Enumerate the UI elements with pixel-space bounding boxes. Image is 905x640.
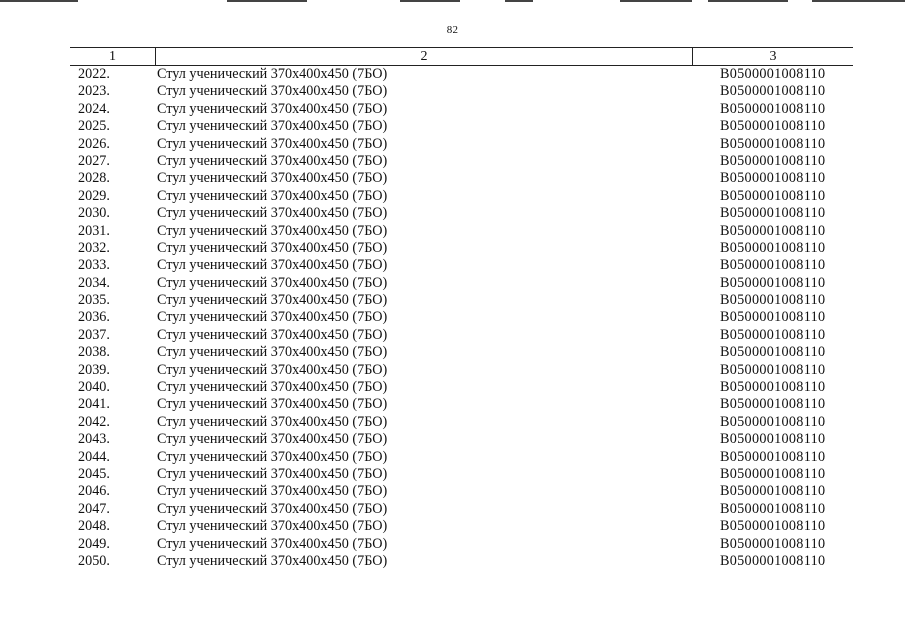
row-number: 2039. <box>78 361 110 378</box>
item-name: Стул ученический 370х400х450 (7БО) <box>157 100 388 117</box>
item-code: B0500001008110 <box>720 66 826 82</box>
item-name: Стул ученический 370х400х450 (7БО) <box>157 465 388 482</box>
table-row <box>0 118 905 135</box>
row-number: 2032. <box>78 239 110 256</box>
item-code: B0500001008110 <box>720 465 826 482</box>
table-row <box>0 327 905 344</box>
item-code: B0500001008110 <box>720 152 826 169</box>
item-code: B0500001008110 <box>720 187 826 204</box>
item-name: Стул ученический 370х400х450 (7БО) <box>157 257 388 274</box>
row-number: 2044. <box>78 448 110 465</box>
row-number: 2038. <box>78 344 110 361</box>
scan-mark <box>812 0 905 2</box>
table-row <box>0 483 905 500</box>
item-name: Стул ученический 370х400х450 (7БО) <box>157 500 388 517</box>
item-name: Стул ученический 370х400х450 (7БО) <box>157 344 388 361</box>
table-row <box>0 466 905 483</box>
item-code: B0500001008110 <box>720 239 826 256</box>
item-code: B0500001008110 <box>720 292 826 309</box>
table-row <box>0 136 905 153</box>
item-name: Стул ученический 370х400х450 (7БО) <box>157 552 388 569</box>
item-name: Стул ученический 370х400х450 (7БО) <box>157 326 388 343</box>
item-code: B0500001008110 <box>720 379 826 396</box>
row-number: 2028. <box>78 170 110 187</box>
item-name: Стул ученический 370х400х450 (7БО) <box>157 431 388 448</box>
item-code: B0500001008110 <box>720 535 826 552</box>
row-number: 2027. <box>78 152 110 169</box>
item-code: B0500001008110 <box>720 309 826 326</box>
table-row <box>0 153 905 170</box>
item-name: Стул ученический 370х400х450 (7БО) <box>157 170 388 187</box>
item-name: Стул ученический 370х400х450 (7БО) <box>157 187 388 204</box>
table-row <box>0 257 905 274</box>
item-code: B0500001008110 <box>720 552 826 569</box>
row-number: 2048. <box>78 518 110 535</box>
item-code: B0500001008110 <box>720 344 826 361</box>
row-number: 2034. <box>78 274 110 291</box>
item-name: Стул ученический 370х400х450 (7БО) <box>157 535 388 552</box>
item-code: B0500001008110 <box>720 118 826 135</box>
item-code: B0500001008110 <box>720 500 826 517</box>
row-number: 2029. <box>78 187 110 204</box>
table-row <box>0 240 905 257</box>
item-code: B0500001008110 <box>720 135 826 152</box>
row-number: 2031. <box>78 222 110 239</box>
table-row <box>0 66 905 83</box>
table-row <box>0 83 905 100</box>
table-row <box>0 362 905 379</box>
item-code: B0500001008110 <box>720 431 826 448</box>
row-number: 2040. <box>78 379 110 396</box>
item-code: B0500001008110 <box>720 518 826 535</box>
table-row <box>0 344 905 361</box>
column-header-2: 2 <box>420 49 428 64</box>
item-code: B0500001008110 <box>720 274 826 291</box>
item-name: Стул ученический 370х400х450 (7БО) <box>157 239 388 256</box>
row-number: 2026. <box>78 135 110 152</box>
item-name: Стул ученический 370х400х450 (7БО) <box>157 518 388 535</box>
table-header <box>70 47 853 66</box>
row-number: 2022. <box>78 66 110 82</box>
item-name: Стул ученический 370х400х450 (7БО) <box>157 83 388 100</box>
item-name: Стул ученический 370х400х450 (7БО) <box>157 448 388 465</box>
scan-mark <box>708 0 788 2</box>
item-code: B0500001008110 <box>720 361 826 378</box>
table-row <box>0 536 905 553</box>
row-number: 2050. <box>78 552 110 569</box>
item-name: Стул ученический 370х400х450 (7БО) <box>157 135 388 152</box>
item-code: B0500001008110 <box>720 413 826 430</box>
table-row <box>0 449 905 466</box>
row-number: 2045. <box>78 465 110 482</box>
table-row <box>0 414 905 431</box>
table-row <box>0 275 905 292</box>
table-row <box>0 309 905 326</box>
scan-mark <box>0 0 78 2</box>
item-code: B0500001008110 <box>720 326 826 343</box>
item-code: B0500001008110 <box>720 205 826 222</box>
row-number: 2047. <box>78 500 110 517</box>
item-name: Стул ученический 370х400х450 (7БО) <box>157 66 388 82</box>
table-row <box>0 396 905 413</box>
item-name: Стул ученический 370х400х450 (7БО) <box>157 222 388 239</box>
item-code: B0500001008110 <box>720 396 826 413</box>
table-row <box>0 518 905 535</box>
item-code: B0500001008110 <box>720 448 826 465</box>
column-header-1: 1 <box>109 49 116 64</box>
item-code: B0500001008110 <box>720 83 826 100</box>
item-name: Стул ученический 370х400х450 (7БО) <box>157 309 388 326</box>
item-code: B0500001008110 <box>720 170 826 187</box>
row-number: 2025. <box>78 118 110 135</box>
table-row <box>0 501 905 518</box>
page-number: 82 <box>446 24 459 36</box>
row-number: 2030. <box>78 205 110 222</box>
row-number: 2023. <box>78 83 110 100</box>
table-row <box>0 553 905 570</box>
item-name: Стул ученический 370х400х450 (7БО) <box>157 361 388 378</box>
table-row <box>0 170 905 187</box>
item-code: B0500001008110 <box>720 222 826 239</box>
item-name: Стул ученический 370х400х450 (7БО) <box>157 118 388 135</box>
scan-mark <box>505 0 533 2</box>
row-number: 2033. <box>78 257 110 274</box>
row-number: 2036. <box>78 309 110 326</box>
item-name: Стул ученический 370х400х450 (7БО) <box>157 413 388 430</box>
row-number: 2042. <box>78 413 110 430</box>
item-name: Стул ученический 370х400х450 (7БО) <box>157 152 388 169</box>
item-name: Стул ученический 370х400х450 (7БО) <box>157 483 388 500</box>
item-name: Стул ученический 370х400х450 (7БО) <box>157 274 388 291</box>
row-number: 2041. <box>78 396 110 413</box>
item-code: B0500001008110 <box>720 483 826 500</box>
table-row <box>0 188 905 205</box>
item-code: B0500001008110 <box>720 100 826 117</box>
item-name: Стул ученический 370х400х450 (7БО) <box>157 205 388 222</box>
scan-mark <box>227 0 307 2</box>
row-number: 2043. <box>78 431 110 448</box>
table-row <box>0 223 905 240</box>
table-row <box>0 205 905 222</box>
table-row <box>0 101 905 118</box>
table-row <box>0 379 905 396</box>
scan-mark <box>400 0 460 2</box>
table-body <box>0 66 905 570</box>
column-header-3: 3 <box>769 49 777 64</box>
table-row <box>0 431 905 448</box>
item-name: Стул ученический 370х400х450 (7БО) <box>157 396 388 413</box>
row-number: 2035. <box>78 292 110 309</box>
item-name: Стул ученический 370х400х450 (7БО) <box>157 379 388 396</box>
table-row <box>0 292 905 309</box>
row-number: 2046. <box>78 483 110 500</box>
scan-mark <box>620 0 692 2</box>
item-name: Стул ученический 370х400х450 (7БО) <box>157 292 388 309</box>
row-number: 2037. <box>78 326 110 343</box>
row-number: 2024. <box>78 100 110 117</box>
item-code: B0500001008110 <box>720 257 826 274</box>
row-number: 2049. <box>78 535 110 552</box>
